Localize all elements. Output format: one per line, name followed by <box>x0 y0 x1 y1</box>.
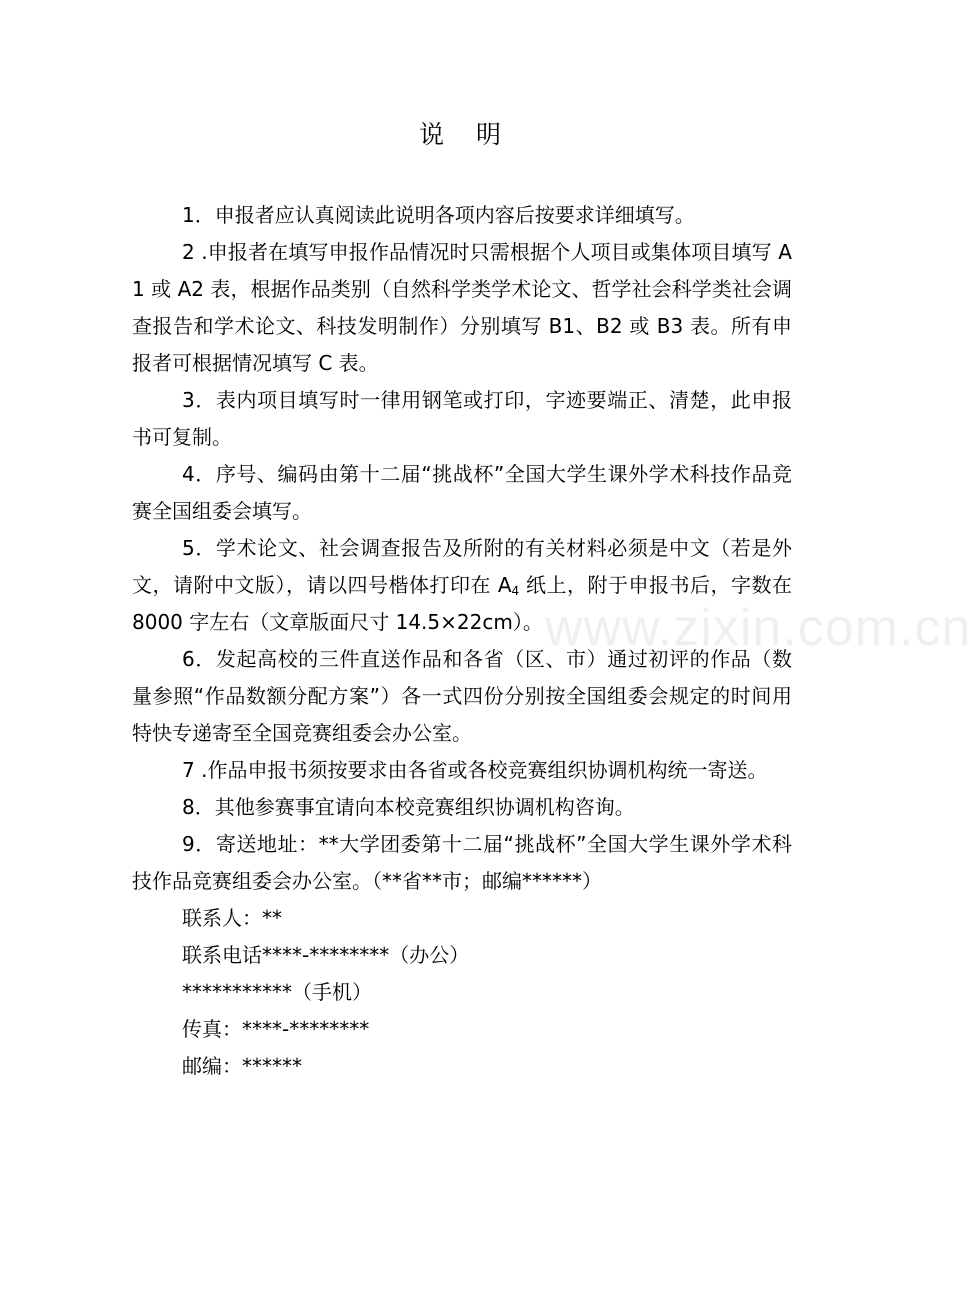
paper-size-subscript: 4 <box>511 584 520 598</box>
contact-mobile: ***********（手机） <box>182 980 372 1004</box>
contact-person: 联系人：** <box>182 906 282 930</box>
instruction-item-4: 4．序号、编码由第十二届“挑战杯”全国大学生课外学术科技作品竞赛全国组委会填写。 <box>132 462 792 523</box>
contact-postcode: 邮编：****** <box>182 1054 302 1078</box>
instruction-item-3: 3．表内项目填写时一律用钢笔或打印，字迹要端正、清楚，此申报书可复制。 <box>132 388 792 449</box>
instruction-item-5 <box>132 530 792 641</box>
contact-office-phone: 联系电话****-********（办公） <box>182 943 470 967</box>
instruction-item-8: 8．其他参赛事宜请向本校竞赛组织协调机构咨询。 <box>182 795 635 819</box>
title-char: 明 <box>476 120 502 149</box>
instruction-item-1: 1．申报者应认真阅读此说明各项内容后按要求详细填写。 <box>182 203 695 227</box>
page-title <box>0 115 920 155</box>
instruction-item-5-text-b: 纸上，附于申报书后，字数在 8000 字左右（文章版面尺寸 14.5×22cm）。 <box>132 573 792 634</box>
title-char: 说 <box>418 120 444 149</box>
contact-fax: 传真：****-******** <box>182 1017 370 1041</box>
instructions-body <box>132 197 792 1085</box>
instruction-item-5-text-a: 5．学术论文、社会调查报告及所附的有关材料必须是中文（若是外文，请附中文版），请以四号楷体打印在 A <box>132 536 792 597</box>
watermark: www.zixin.com.cn <box>545 599 971 657</box>
instruction-item-7: 7 .作品申报书须按要求由各省或各校竞赛组织协调机构统一寄送。 <box>182 758 768 782</box>
instruction-item-2: 2 .申报者在填写申报作品情况时只需根据个人项目或集体项目填写 A1 或 A2 表，根据作品类别（自然科学类学术论文、哲学社会科学类社会调查报告和学术论文、科技发明制作）分别填写 B1、B2 或 B3 表。所有申报者可根据情况填写 C 表。 <box>132 240 792 375</box>
instruction-item-9: 9．寄送地址：**大学团委第十二届“挑战杯”全国大学生课外学术科技作品竞赛组委会办公室。（**省**市；邮编******） <box>132 832 792 893</box>
instruction-item-6: 6．发起高校的三件直送作品和各省（区、市）通过初评的作品（数量参照“作品数额分配方案”）各一式四份分别按全国组委会规定的时间用特快专递寄至全国竞赛组委会办公室。 <box>132 647 792 745</box>
